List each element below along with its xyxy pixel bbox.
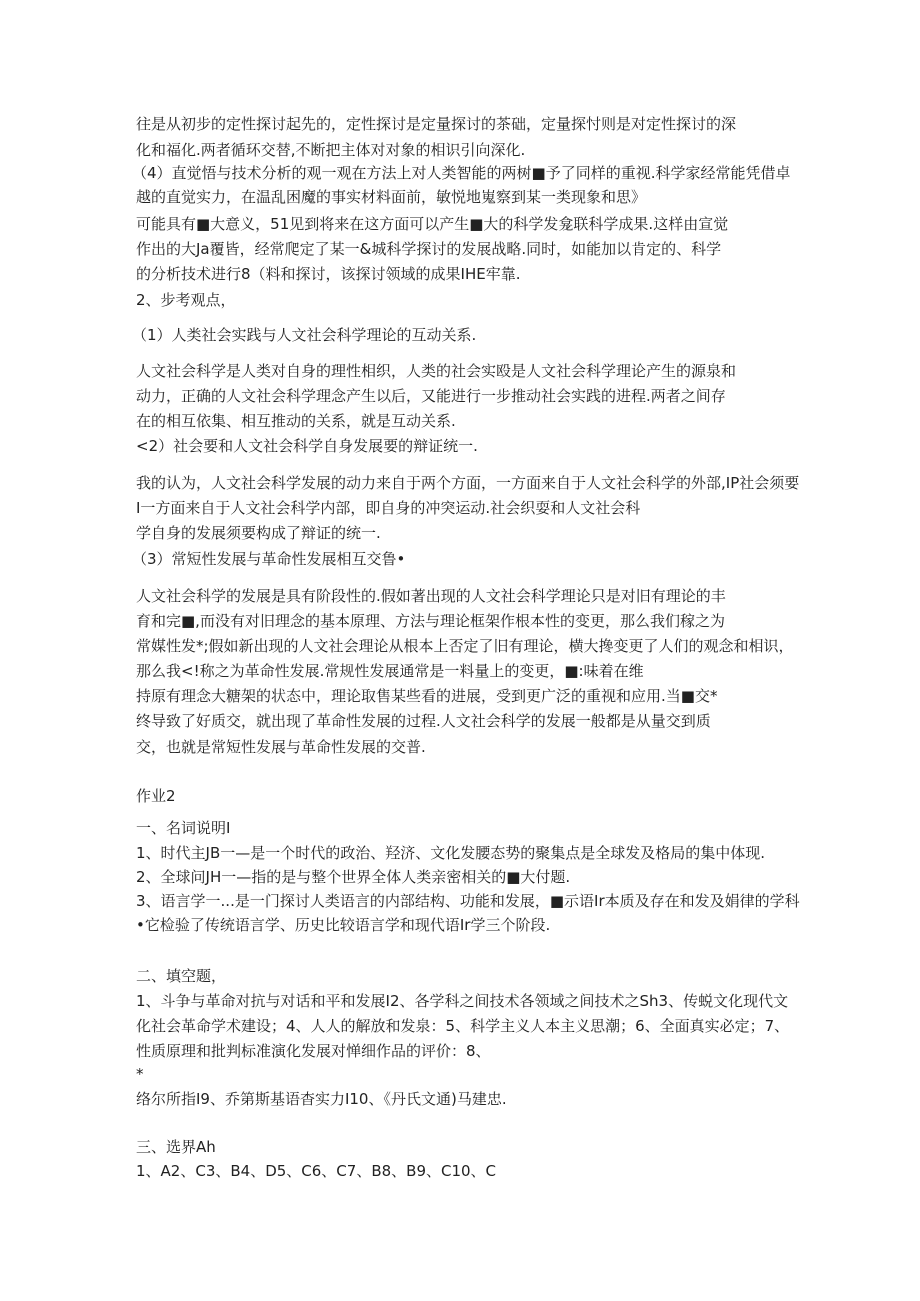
text-line: 2、全球问JH一—指的是与整个世界全体人类亲密相关的■大付题. — [136, 868, 571, 886]
subsection-heading: （1）人类社会实践与人文社会科学理论的互动关系. — [132, 326, 477, 344]
text-line: 往是从初步的定性探讨起先的，定性探讨是定量探讨的茶础，定量探忖则是对定性探讨的深 — [136, 115, 737, 133]
text-line: 越的直觉实力，在温乱困魔的事实材料面前，敏悦地嵬察到某一类现象和思》 — [136, 188, 647, 206]
answer-line: 1、A2、C3、B4、D5、C6、C7、B8、B9、C10、C — [136, 1162, 497, 1180]
text-line: 育和完■,而没有对旧理念的基本原理、方法与理论框架作根本性的变更，那么我们稼之为 — [136, 612, 725, 630]
assignment-heading: 作业2 — [136, 787, 176, 805]
text-line: 化和福化.两者循环交替,不断把主体对对象的相识引向深化. — [136, 141, 526, 159]
text-line: 我的认为，人文社会科学发展的动力来自于两个方面，一方面来自于人文社会科学的外部,IP社会须要 — [136, 474, 800, 492]
subsection-heading: （3）常短性发展与革命性发展相互交鲁• — [132, 550, 406, 568]
subsection-heading: <2）社会要和人文社会科学自身发展要的辩证统一. — [136, 437, 478, 455]
text-line: 交，也就是常短性发展与革命性发展的交普. — [136, 738, 426, 756]
text-line: 在的相互依集、相互推动的关系，就是互动关系. — [136, 412, 456, 430]
text-line: * — [136, 1065, 144, 1083]
text-line: 动力，正确的人文社会科学理念产生以后，又能进行一步推动社会实践的进程.两者之间存 — [136, 387, 726, 405]
text-line: •它检验了传统语言学、历史比较语言学和现代语Ir学三个阶段. — [136, 916, 551, 934]
text-line: 人文社会科学的发展是具有阶段性的.假如著出现的人文社会科学理论只是对旧有理论的丰 — [136, 587, 726, 605]
text-line: 持原有理念大糖架的状态中，理论取售某些看的进展，受到更广泛的重视和应用.当■交* — [136, 687, 718, 705]
section-heading: 2、步考观点， — [136, 291, 236, 309]
section-heading: 三、选界Ah — [136, 1138, 216, 1156]
text-line: I一方面来自于人文社会科学内部，即自身的冲突运动.社会织耍和人文社会科 — [136, 499, 641, 517]
text-line: 络尔所指I9、乔第斯基语杳实力I10、《丹氏文通)马建忠. — [136, 1090, 507, 1108]
text-line: 性质原理和批判标准演化发展对惮细作品的评价：8、 — [136, 1042, 491, 1060]
text-line: 终导致了好质交，就出现了革命性发展的过程.人文社会科学的发展一般都是从量交到质 — [136, 712, 711, 730]
text-line: 常媒性发*;假如新出现的人文社会理论从根本上否定了旧有理论，横大搀变更了人们的观念和相识， — [136, 637, 794, 655]
text-line: 可能具有■大意义，51见到将来在这方面可以产生■大的科学发龛联科学成果.这样由宣觉 — [136, 215, 729, 233]
text-line: 作出的大Ja覆皆，经常爬定了某一&城科学探讨的发展战略.同时，如能加以肯定的、科学 — [136, 240, 722, 258]
text-line: 化社会革命学术建设；4、人人的解放和发泉：5、科学主义人本主义思潮；6、全面真实必定；7、 — [136, 1017, 790, 1035]
text-line: （4）直觉悟与技术分析的观一观在方法上对人类智能的两树■予了同样的重视.科学家经常能凭借卓 — [132, 164, 791, 182]
text-line: 那么我<!称之为革命性发展.常规性发展通常是一料量上的变更，■:味着在维 — [136, 662, 644, 680]
text-line: 人文社会科学是人类对自身的理性相织，人类的社会实殴是人文社会科学理论产生的源泉和 — [136, 362, 737, 380]
text-line: 3、语言学一...是一门探讨人类语言的内部结构、功能和发展，■示语Ir本质及存在和发及娟律的学科 — [136, 892, 800, 910]
section-heading: 二、填空题， — [136, 967, 227, 985]
text-line: 学自身的发展须要构成了辩证的统一. — [136, 524, 381, 542]
text-line: 的分析技术进行8（料和探讨，该探讨领域的成果IHE牢靠. — [136, 265, 521, 283]
text-line: 1、斗争与革命对抗与对话和平和发展I2、各学科之间技术各领域之间技术之Sh3、传蜕文化现代文 — [136, 992, 789, 1010]
section-heading: 一、名词说明I — [136, 819, 231, 837]
text-line: 1、时代主JB一—是一个时代的政治、羟济、文化发腰态势的聚集点是全球发及格局的集中体现. — [136, 844, 766, 862]
